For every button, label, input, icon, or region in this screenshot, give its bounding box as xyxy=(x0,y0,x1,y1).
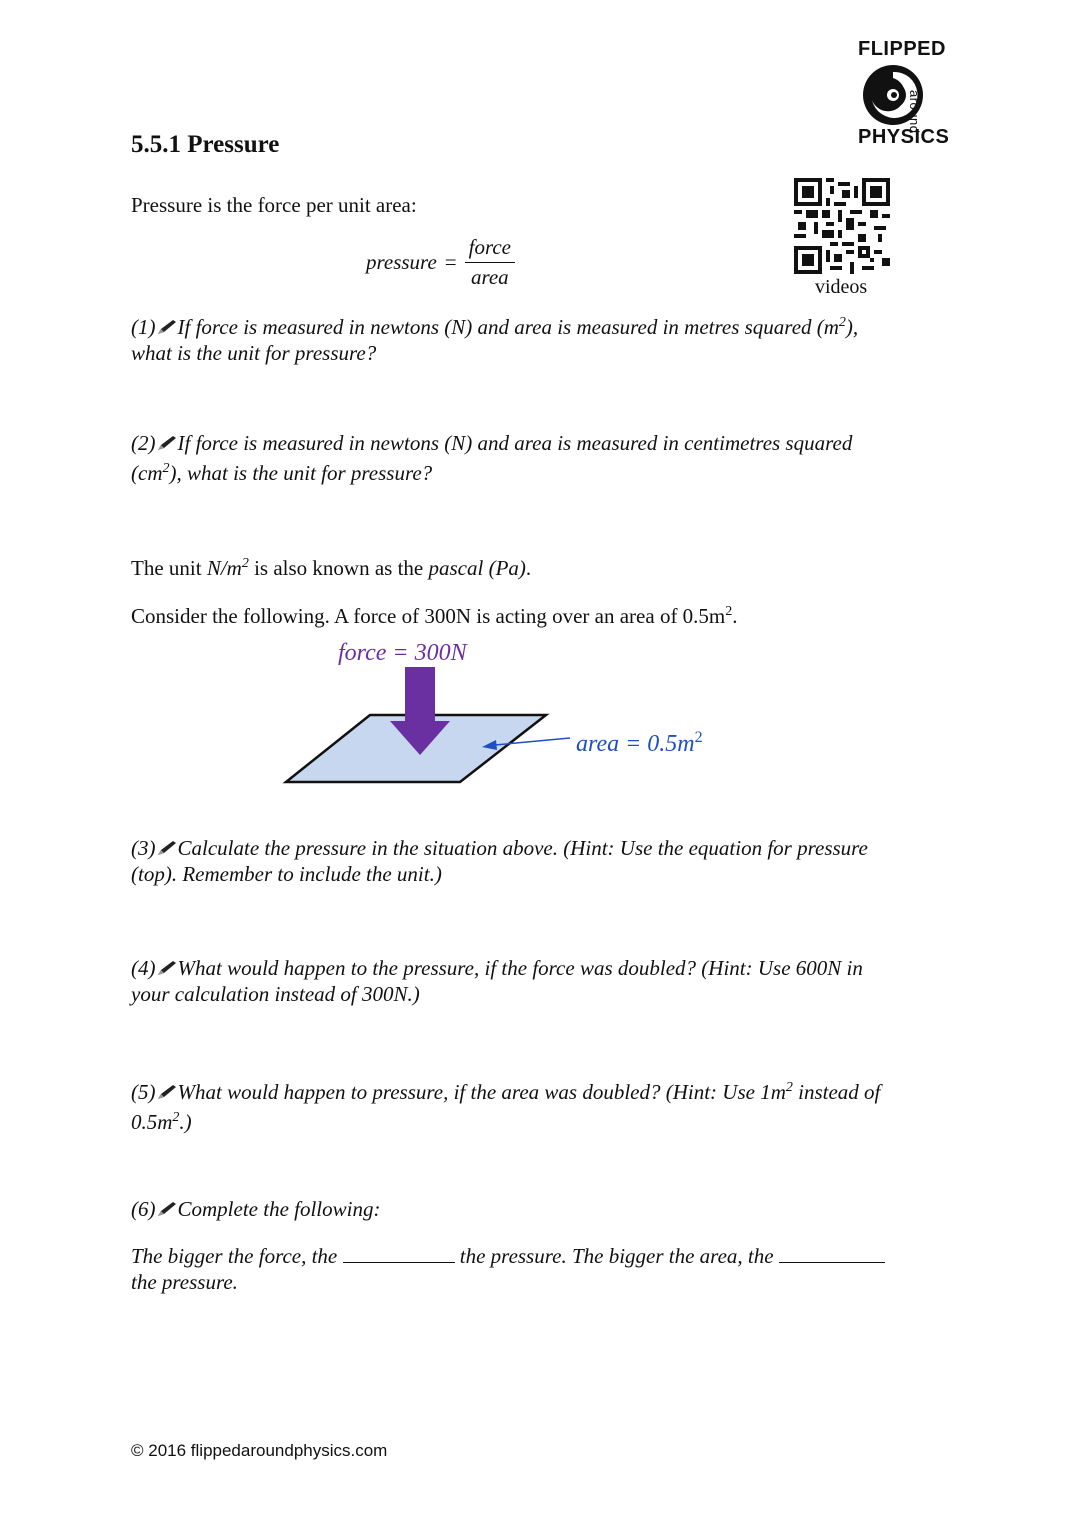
pencil-icon xyxy=(156,434,178,452)
logo-top-text: FLIPPED xyxy=(858,38,946,60)
question-number: (2) xyxy=(131,431,156,455)
qr-code-icon xyxy=(794,178,890,274)
blank-area-answer[interactable] xyxy=(779,1244,885,1263)
force-area-diagram xyxy=(280,665,580,795)
consider-text: Consider the following. A force of 300N is acting over an area of $0.5m^2$. xyxy=(131,604,738,628)
question-5: (5) What would happen to pressure, if the area was doubled? (Hint: Use $1m^2$ instead of $0.5m^2$.) xyxy=(131,1080,881,1134)
pencil-icon xyxy=(156,959,178,977)
question-number: (6) xyxy=(131,1197,156,1221)
question-2: (2) If force is measured in newtons (N) and area is measured in centimetres squared $(cm^2)$, what is the unit for pressure? xyxy=(131,431,853,485)
pencil-icon xyxy=(156,1200,178,1218)
pencil-icon xyxy=(156,839,178,857)
question-number: (3) xyxy=(131,836,156,860)
pressure-formula xyxy=(366,235,515,290)
formula-equals: = xyxy=(444,250,457,274)
question-1: (1) If force is measured in newtons (N) and area is measured in metres squared $(m^2)$, what is the unit for pressure? xyxy=(131,315,859,365)
logo-side-text: around xyxy=(907,90,922,134)
pencil-icon xyxy=(156,318,178,336)
qr-caption: videos xyxy=(815,276,868,298)
page-title: 5.5.1 Pressure xyxy=(131,131,280,158)
copyright-footer: © 2016 flippedaroundphysics.com xyxy=(131,1441,388,1460)
question-number: (1) xyxy=(131,315,156,339)
formula-numerator: force xyxy=(465,235,515,263)
qr-code[interactable] xyxy=(794,178,890,274)
question-6: (6) Complete the following: xyxy=(131,1197,381,1221)
question-4: (4) What would happen to the pressure, if the force was doubled? (Hint: Use 600N in your calculation instead of 300N.) xyxy=(131,956,863,1006)
intro-text: Pressure is the force per unit area: xyxy=(131,193,417,217)
question-number: (4) xyxy=(131,956,156,980)
question-number: (5) xyxy=(131,1080,156,1104)
complete-sentence: The bigger the force, the the pressure. The bigger the area, the the pressure. xyxy=(131,1243,971,1295)
area-label: area = $0.5m^2$ xyxy=(576,729,703,757)
pascal-definition: The unit $N/m^2$ is also known as the pascal (Pa). xyxy=(131,556,532,580)
force-label: force = 300N xyxy=(338,640,467,666)
question-3: (3) Calculate the pressure in the situation above. (Hint: Use the equation for pressure (top). Remember to include the unit.) xyxy=(131,836,868,886)
formula-denominator: area xyxy=(470,265,509,289)
formula-fraction xyxy=(465,235,515,290)
logo-bottom-text: PHYSICS xyxy=(858,126,950,148)
logo xyxy=(852,38,952,150)
force-arrow-shaft xyxy=(405,667,435,723)
pencil-icon xyxy=(156,1083,178,1101)
formula-lhs: pressure xyxy=(366,250,437,274)
blank-force-answer[interactable] xyxy=(343,1244,455,1263)
